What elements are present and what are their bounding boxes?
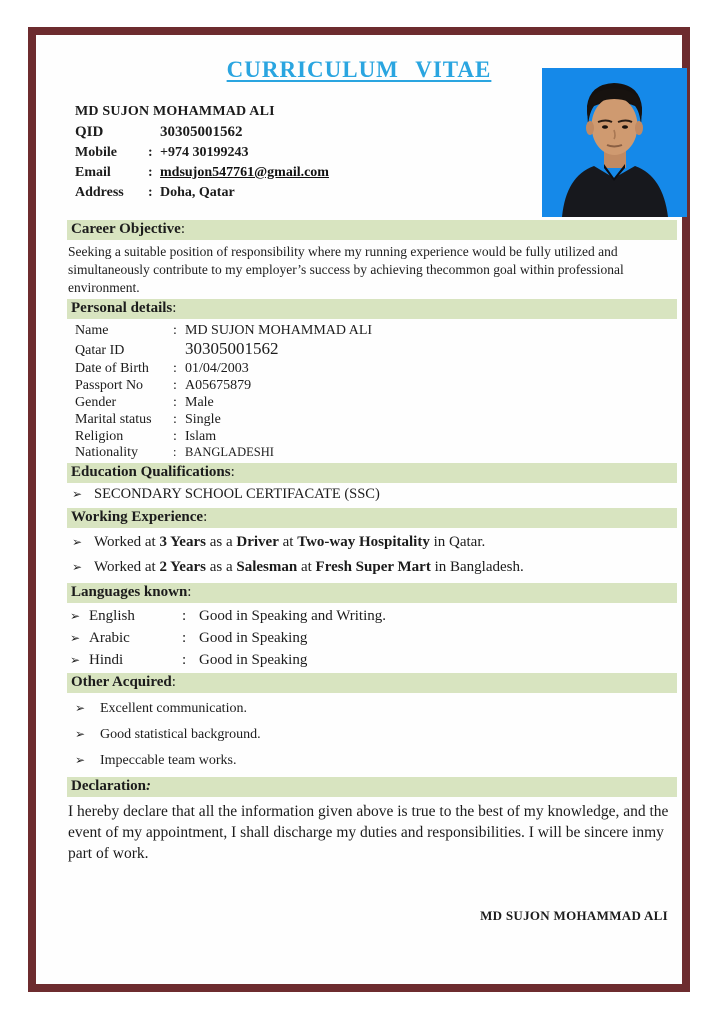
cv-sections xyxy=(67,220,677,864)
experience-item xyxy=(72,533,677,552)
detail-row-passport xyxy=(75,377,677,394)
contact-value: 30305001562 xyxy=(160,124,243,140)
language-name: Arabic xyxy=(89,630,130,646)
bullet-arrow-icon: ➢ xyxy=(72,560,83,574)
declaration-text: I hereby declare that all the information given above is true to the best of my knowledge, and the event of my appointment, I shall discharge my duties and responsibilities. I will be sincere inmy part of work. xyxy=(68,803,669,862)
languages-list xyxy=(67,607,677,670)
contact-separator: : xyxy=(148,165,153,180)
other-acquired-text: Impeccable team works. xyxy=(100,753,237,768)
detail-separator: : xyxy=(173,395,177,410)
section-header-education xyxy=(67,463,677,483)
contact-label: QID xyxy=(75,124,104,140)
education-item-text: SECONDARY SCHOOL CERTIFACATE (SSC) xyxy=(94,486,380,502)
section-heading-colon: : xyxy=(187,584,192,600)
contact-value: Doha, Qatar xyxy=(160,185,235,200)
detail-row-qatar-id xyxy=(75,339,677,360)
detail-label: Qatar ID xyxy=(75,343,125,358)
page-title: CURRICULUM VITAE xyxy=(226,57,492,82)
language-level: Good in Speaking xyxy=(199,652,308,668)
detail-label: Religion xyxy=(75,429,124,444)
applicant-photo xyxy=(542,68,687,217)
detail-value: A05675879 xyxy=(185,378,252,393)
detail-separator: : xyxy=(173,429,177,444)
section-heading-colon: : xyxy=(171,674,176,690)
detail-value: MD SUJON MOHAMMAD ALI xyxy=(185,323,373,338)
other-acquired-list xyxy=(67,699,677,770)
bullet-arrow-icon: ➢ xyxy=(70,609,81,623)
detail-label: Nationality xyxy=(75,445,138,460)
bullet-arrow-icon: ➢ xyxy=(70,653,81,667)
language-separator: : xyxy=(182,608,187,624)
language-row-hindi xyxy=(70,651,677,670)
section-heading-text: Other Acquired xyxy=(71,674,172,690)
language-separator: : xyxy=(182,652,187,668)
other-acquired-text: Excellent communication. xyxy=(100,701,247,716)
section-header-other-acquired xyxy=(67,673,677,693)
section-heading-text: Working Experience xyxy=(71,509,204,525)
detail-row-date-of-birth xyxy=(75,360,677,377)
detail-label: Date of Birth xyxy=(75,361,149,376)
bullet-arrow-icon: ➢ xyxy=(72,535,83,549)
detail-value: 30305001562 xyxy=(185,339,279,358)
other-acquired-text: Good statistical background. xyxy=(100,727,261,742)
section-heading-colon: : xyxy=(145,778,151,794)
cv-page xyxy=(36,35,682,984)
detail-separator: : xyxy=(173,378,177,393)
detail-row-marital-status xyxy=(75,411,677,428)
detail-value: Single xyxy=(185,412,221,427)
section-heading-text: Languages known xyxy=(71,584,188,600)
experience-item-text: Worked at 3 Years as a Driver at Two-way Hospitality in Qatar. xyxy=(94,534,486,550)
bullet-arrow-icon: ➢ xyxy=(75,701,86,715)
other-acquired-item xyxy=(75,725,677,744)
section-heading-text: Declaration xyxy=(71,778,146,794)
language-separator: : xyxy=(182,630,187,646)
language-name: Hindi xyxy=(89,652,124,668)
section-header-working-experience xyxy=(67,508,677,528)
section-heading-colon: : xyxy=(203,509,208,525)
detail-value: Male xyxy=(185,395,214,410)
contact-separator: : xyxy=(148,145,153,160)
detail-label: Marital status xyxy=(75,412,152,427)
detail-row-name xyxy=(75,322,677,339)
detail-separator: : xyxy=(173,323,177,338)
detail-value: BANGLADESHI xyxy=(185,445,274,459)
education-item xyxy=(72,485,677,504)
detail-label: Passport No xyxy=(75,378,144,393)
detail-label: Gender xyxy=(75,395,117,410)
detail-value: Islam xyxy=(185,429,217,444)
section-heading-colon: : xyxy=(180,221,185,237)
personal-details-table xyxy=(67,322,677,460)
other-acquired-item xyxy=(75,699,677,718)
applicant-name: MD SUJON MOHAMMAD ALI xyxy=(75,104,275,119)
page-border xyxy=(28,27,690,992)
photo-illustration xyxy=(542,68,687,217)
experience-item xyxy=(72,558,677,577)
detail-label: Name xyxy=(75,323,109,338)
bullet-arrow-icon: ➢ xyxy=(75,753,86,767)
detail-separator: : xyxy=(173,361,177,376)
section-heading-text: Career Objective xyxy=(71,221,181,237)
detail-separator: : xyxy=(173,445,177,459)
language-row-arabic xyxy=(70,629,677,648)
contact-label: Address xyxy=(75,185,124,200)
language-level: Good in Speaking and Writing. xyxy=(199,608,387,624)
section-heading-text: Education Qualifications xyxy=(71,464,231,480)
contact-value: +974 30199243 xyxy=(160,145,249,160)
section-heading-colon: : xyxy=(230,464,235,480)
bullet-arrow-icon: ➢ xyxy=(70,631,81,645)
section-header-declaration xyxy=(67,777,677,797)
contact-label: Mobile xyxy=(75,145,117,160)
bullet-arrow-icon: ➢ xyxy=(75,727,86,741)
section-header-languages xyxy=(67,583,677,603)
section-header-personal-details xyxy=(67,299,677,319)
career-objective-text: Seeking a suitable position of responsibility where my running experience would be fully utilized and simultaneously contribute to my employer’s success by achieving thecommon goal within professional environment. xyxy=(68,244,624,295)
language-level: Good in Speaking xyxy=(199,630,308,646)
contact-separator: : xyxy=(148,185,153,200)
detail-separator: : xyxy=(173,412,177,427)
detail-row-nationality xyxy=(75,445,677,460)
detail-row-gender xyxy=(75,394,677,411)
experience-item-text: Worked at 2 Years as a Salesman at Fresh Super Mart in Bangladesh. xyxy=(94,559,524,575)
detail-value: 01/04/2003 xyxy=(185,361,249,376)
section-heading-text: Personal details xyxy=(71,300,173,316)
footer-signature: MD SUJON MOHAMMAD ALI xyxy=(480,908,668,923)
other-acquired-item xyxy=(75,751,677,770)
bullet-arrow-icon: ➢ xyxy=(72,487,83,501)
detail-row-religion xyxy=(75,428,677,445)
section-heading-colon: : xyxy=(172,300,177,316)
language-name: English xyxy=(89,608,135,624)
experience-list xyxy=(67,533,677,577)
email-link[interactable]: mdsujon547761@gmail.com xyxy=(160,165,329,180)
contact-label: Email xyxy=(75,165,111,180)
section-header-career-objective xyxy=(67,220,677,240)
language-row-english xyxy=(70,607,677,626)
